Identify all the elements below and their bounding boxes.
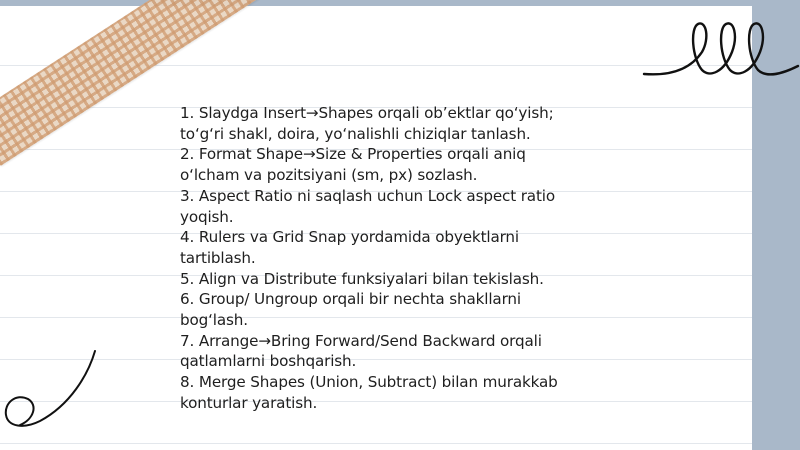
- text-line: 8. Merge Shapes (Union, Subtract) bilan murakkab: [180, 373, 558, 392]
- text-line: o‘lcham va pozitsiyani (sm, px) sozlash.: [180, 166, 478, 185]
- instruction-list: [180, 103, 620, 414]
- text-line: 1. Slaydga Insert→Shapes orqali ob’ektlar qo‘yish;: [180, 104, 554, 122]
- swirl-doodle-icon: [0, 345, 105, 430]
- text-line: yoqish.: [180, 207, 234, 226]
- text-line: tartiblash.: [180, 248, 256, 267]
- text-line: qatlamlarni boshqarish.: [180, 352, 357, 371]
- text-line: 7. Arrange→Bring Forward/Send Backward orqali: [180, 331, 542, 350]
- text-line: 3. Aspect Ratio ni saqlash uchun Lock aspect ratio: [180, 186, 555, 205]
- text-line: konturlar yaratish.: [180, 393, 318, 412]
- text-line: 4. Rulers va Grid Snap yordamida obyektlarni: [180, 228, 519, 247]
- text-line: 2. Format Shape→Size & Properties orqali aniq: [180, 145, 526, 164]
- loop-doodle-icon: [640, 12, 800, 84]
- text-line: to‘g‘ri shakl, doira, yo‘nalishli chiziqlar tanlash.: [180, 124, 531, 143]
- text-line: bog‘lash.: [180, 311, 248, 330]
- text-line: 6. Group/ Ungroup orqali bir nechta shakllarni: [180, 290, 521, 309]
- text-line: 5. Align va Distribute funksiyalari bilan tekislash.: [180, 269, 544, 288]
